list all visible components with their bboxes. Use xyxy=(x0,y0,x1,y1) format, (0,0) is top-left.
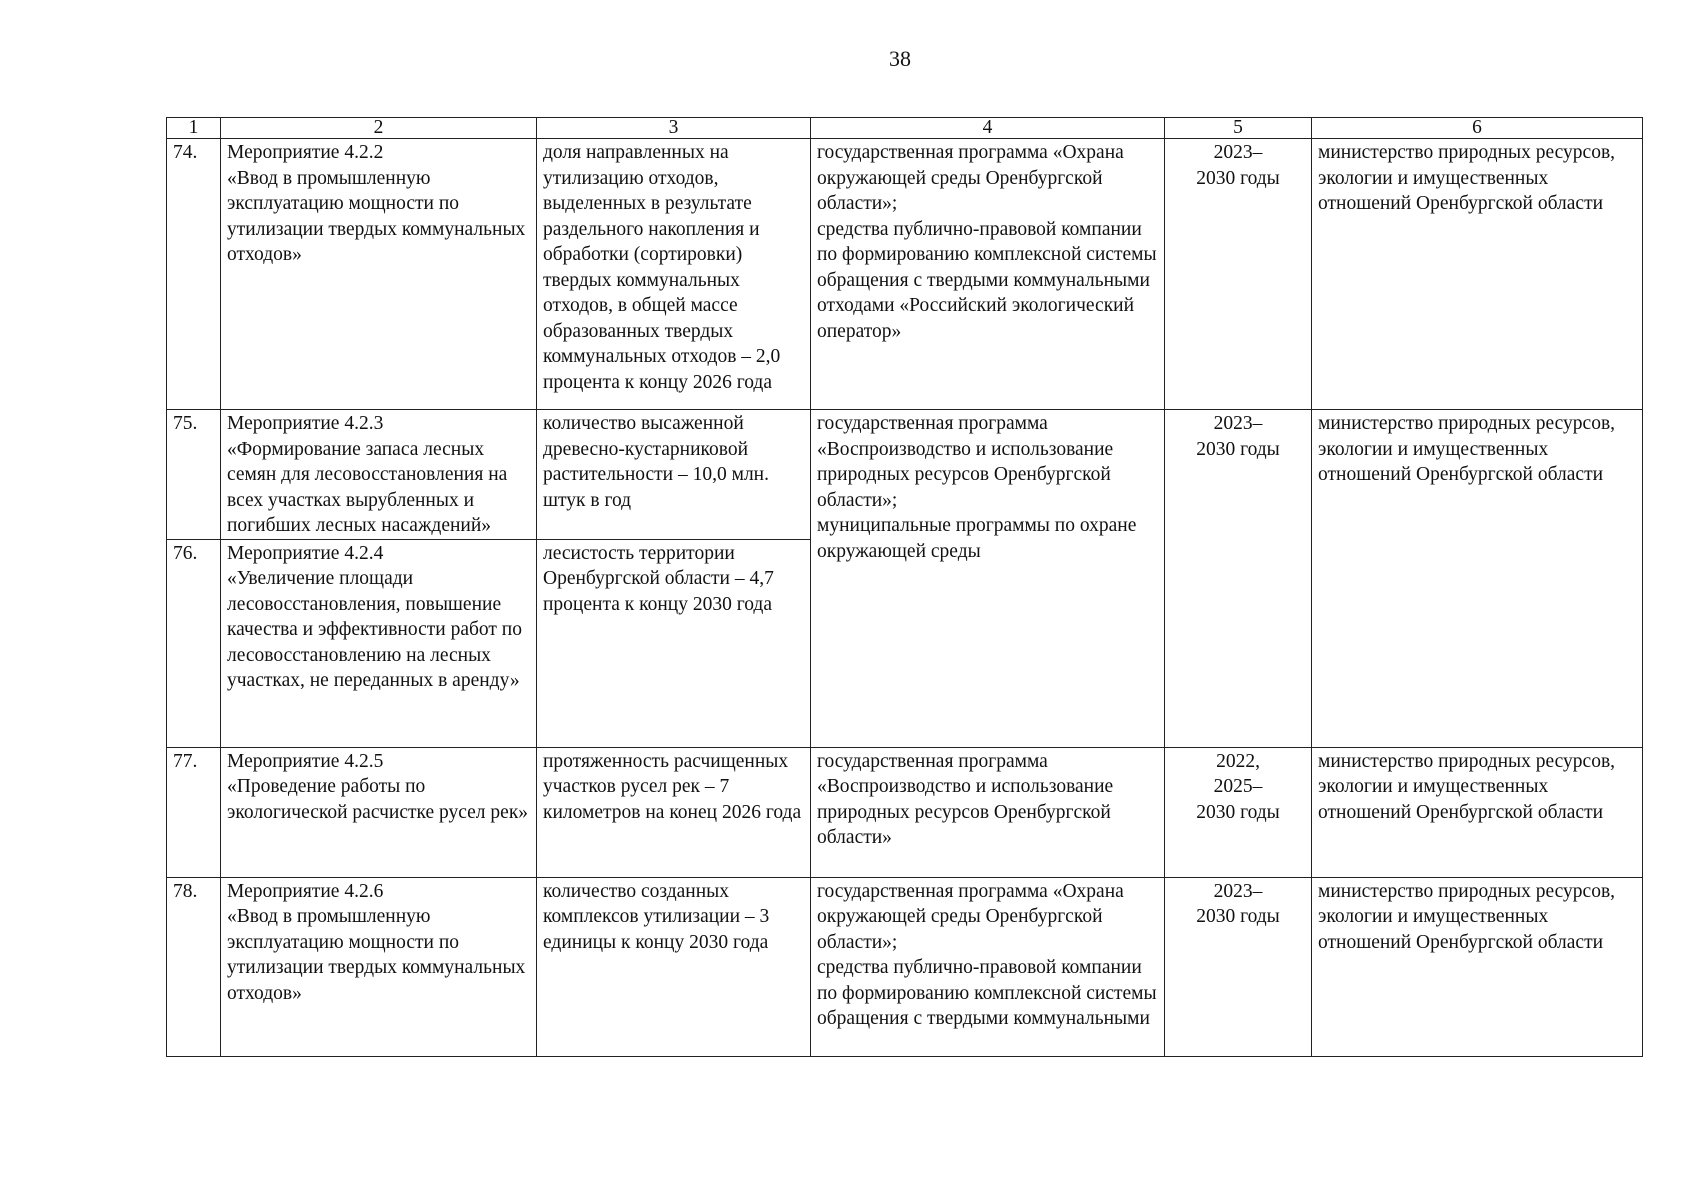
measures-table xyxy=(166,117,1643,1057)
executor-cell: министерство природных ресурсов, экологии и имущественных отношений Оренбургской области xyxy=(1312,410,1643,748)
table-row xyxy=(167,747,1643,877)
event-cell: Мероприятие 4.2.2 «Ввод в промышленную эксплуатацию мощности по утилизации твердых коммунальных отходов» xyxy=(221,139,537,410)
period-cell: 2023– 2030 годы xyxy=(1165,139,1312,410)
indicator-cell: количество созданных комплексов утилизации – 3 единицы к концу 2030 года xyxy=(537,877,811,1056)
row-number: 77. xyxy=(167,747,221,877)
period-cell: 2023– 2030 годы xyxy=(1165,410,1312,748)
event-cell: Мероприятие 4.2.6 «Ввод в промышленную эксплуатацию мощности по утилизации твердых коммунальных отходов» xyxy=(221,877,537,1056)
event-cell: Мероприятие 4.2.5 «Проведение работы по экологической расчистке русел рек» xyxy=(221,747,537,877)
page-number: 38 xyxy=(889,46,911,71)
row-number: 76. xyxy=(167,539,221,747)
funding-source-cell: государственная программа «Воспроизводство и использование природных ресурсов Оренбургской области»; муниципальные программы по охране окружающей среды xyxy=(811,410,1165,748)
executor-cell: министерство природных ресурсов, экологии и имущественных отношений Оренбургской области xyxy=(1312,747,1643,877)
column-header: 2 xyxy=(221,118,537,139)
row-number: 75. xyxy=(167,410,221,540)
table-row xyxy=(167,877,1643,1056)
row-number: 74. xyxy=(167,139,221,410)
executor-cell: министерство природных ресурсов, экологии и имущественных отношений Оренбургской области xyxy=(1312,139,1643,410)
row-number: 78. xyxy=(167,877,221,1056)
table-row xyxy=(167,410,1643,540)
indicator-cell: протяженность расчищенных участков русел рек – 7 километров на конец 2026 года xyxy=(537,747,811,877)
indicator-cell: лесистость территории Оренбургской области – 4,7 процента к концу 2030 года xyxy=(537,539,811,747)
funding-source-cell: государственная программа «Охрана окружающей среды Оренбургской области»; средства публично-правовой компании по формированию комплексной системы обращения с твердыми коммунальными xyxy=(811,877,1165,1056)
funding-source-cell: государственная программа «Воспроизводство и использование природных ресурсов Оренбургской области» xyxy=(811,747,1165,877)
indicator-cell: доля направленных на утилизацию отходов, выделенных в результате раздельного накопления и обработки (сортировки) твердых коммунальных отходов, в общей массе образованных твердых коммунальных отходов – 2,0 процента к концу 2026 года xyxy=(537,139,811,410)
header-row xyxy=(167,118,1643,139)
funding-source-cell: государственная программа «Охрана окружающей среды Оренбургской области»; средства публично-правовой компании по формированию комплексной системы обращения с твердыми коммунальными отходами «Российский экологический оператор» xyxy=(811,139,1165,410)
period-cell: 2022, 2025– 2030 годы xyxy=(1165,747,1312,877)
column-header: 5 xyxy=(1165,118,1312,139)
event-cell: Мероприятие 4.2.4 «Увеличение площади лесовосстановления, повышение качества и эффективности работ по лесовосстановлению на лесных участках, не переданных в аренду» xyxy=(221,539,537,747)
period-cell: 2023– 2030 годы xyxy=(1165,877,1312,1056)
executor-cell: министерство природных ресурсов, экологии и имущественных отношений Оренбургской области xyxy=(1312,877,1643,1056)
indicator-cell: количество высаженной древесно-кустарниковой растительности – 10,0 млн. штук в год xyxy=(537,410,811,540)
column-header: 1 xyxy=(167,118,221,139)
table-row xyxy=(167,139,1643,410)
column-header: 4 xyxy=(811,118,1165,139)
column-header: 3 xyxy=(537,118,811,139)
event-cell: Мероприятие 4.2.3 «Формирование запаса лесных семян для лесовосстановления на всех участках вырубленных и погибших лесных насаждений» xyxy=(221,410,537,540)
column-header: 6 xyxy=(1312,118,1643,139)
